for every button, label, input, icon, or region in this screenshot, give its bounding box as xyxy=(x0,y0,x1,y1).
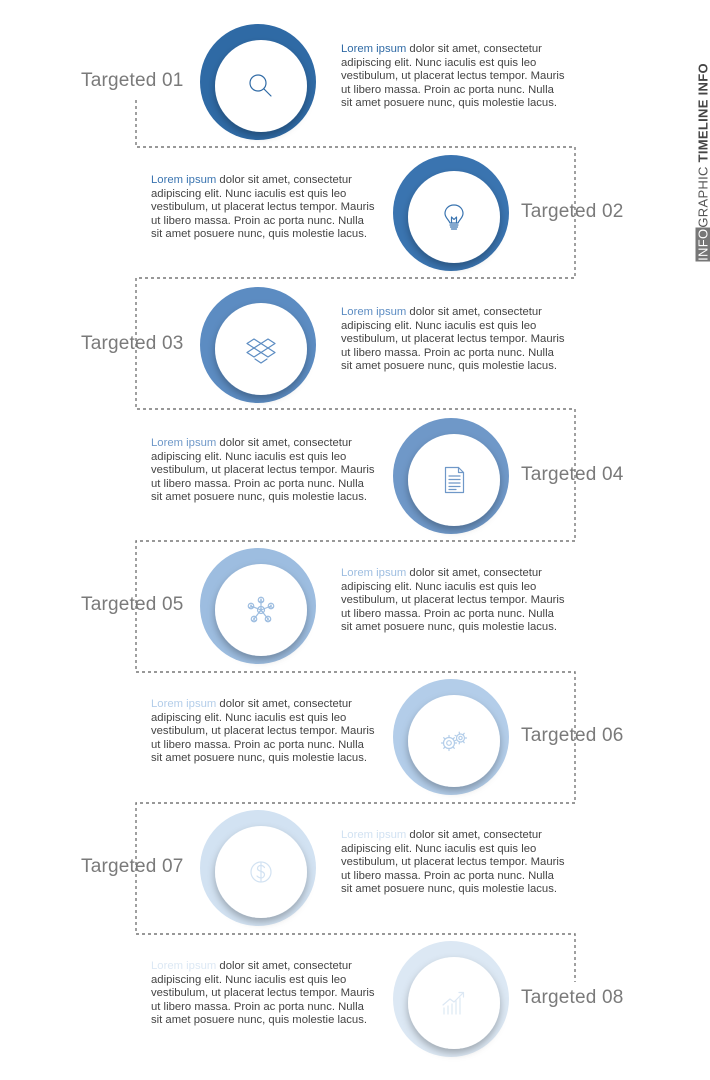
lorem-highlight: Lorem ipsum xyxy=(151,174,217,186)
side-title-prefix: INFO xyxy=(695,228,710,261)
step-3-label: Targeted 03 xyxy=(81,333,184,354)
side-title-middle: GRAPHIC xyxy=(695,162,710,228)
step-7-label: Targeted 07 xyxy=(81,856,184,877)
step-8-description xyxy=(151,960,376,1028)
lorem-body: dolor sit amet, consectetur adipiscing elit. Nunc iaculis est quis leo vestibulum, ut placerat lectus tempor. Mauris ut libero massa. Proin ac porta nunc. Nulla sit amet posuere nunc, quis molestie lacus. xyxy=(341,43,565,110)
step-1-label: Targeted 01 xyxy=(81,70,184,91)
side-title xyxy=(696,53,710,273)
step-7-circle xyxy=(200,810,316,926)
lorem-highlight: Lorem ipsum xyxy=(151,437,217,449)
lorem-body: dolor sit amet, consectetur adipiscing elit. Nunc iaculis est quis leo vestibulum, ut placerat lectus tempor. Mauris ut libero massa. Proin ac porta nunc. Nulla sit amet posuere nunc, quis molestie lacus. xyxy=(341,829,565,896)
step-6-circle xyxy=(393,679,509,795)
step-6-description xyxy=(151,698,376,766)
lorem-body: dolor sit amet, consectetur adipiscing elit. Nunc iaculis est quis leo vestibulum, ut placerat lectus tempor. Mauris ut libero massa. Proin ac porta nunc. Nulla sit amet posuere nunc, quis molestie lacus. xyxy=(151,174,375,241)
lorem-highlight: Lorem ipsum xyxy=(341,306,407,318)
lorem-body: dolor sit amet, consectetur adipiscing elit. Nunc iaculis est quis leo vestibulum, ut placerat lectus tempor. Mauris ut libero massa. Proin ac porta nunc. Nulla sit amet posuere nunc, quis molestie lacus. xyxy=(341,567,565,634)
step-5-label: Targeted 05 xyxy=(81,594,184,615)
lorem-highlight: Lorem ipsum xyxy=(341,567,407,579)
step-4-description xyxy=(151,437,376,505)
step-1-circle xyxy=(200,24,316,140)
step-2-circle xyxy=(393,155,509,271)
step-8-circle xyxy=(393,941,509,1057)
lorem-highlight: Lorem ipsum xyxy=(341,43,407,55)
lorem-body: dolor sit amet, consectetur adipiscing elit. Nunc iaculis est quis leo vestibulum, ut placerat lectus tempor. Mauris ut libero massa. Proin ac porta nunc. Nulla sit amet posuere nunc, quis molestie lacus. xyxy=(151,698,375,765)
step-5-circle xyxy=(200,548,316,664)
step-6-label: Targeted 06 xyxy=(521,725,624,746)
lorem-body: dolor sit amet, consectetur adipiscing elit. Nunc iaculis est quis leo vestibulum, ut placerat lectus tempor. Mauris ut libero massa. Proin ac porta nunc. Nulla sit amet posuere nunc, quis molestie lacus. xyxy=(151,960,375,1027)
side-title-bold: TIMELINE INFO xyxy=(695,63,710,163)
step-2-description xyxy=(151,174,376,242)
lorem-highlight: Lorem ipsum xyxy=(341,829,407,841)
step-4-label: Targeted 04 xyxy=(521,464,624,485)
lorem-highlight: Lorem ipsum xyxy=(151,698,217,710)
step-5-description xyxy=(341,567,566,635)
step-1-description xyxy=(341,43,566,111)
step-7-description xyxy=(341,829,566,897)
step-3-circle xyxy=(200,287,316,403)
step-8-label: Targeted 08 xyxy=(521,987,624,1008)
lorem-body: dolor sit amet, consectetur adipiscing elit. Nunc iaculis est quis leo vestibulum, ut placerat lectus tempor. Mauris ut libero massa. Proin ac porta nunc. Nulla sit amet posuere nunc, quis molestie lacus. xyxy=(341,306,565,373)
lorem-highlight: Lorem ipsum xyxy=(151,960,217,972)
step-4-circle xyxy=(393,418,509,534)
step-2-label: Targeted 02 xyxy=(521,201,624,222)
lorem-body: dolor sit amet, consectetur adipiscing elit. Nunc iaculis est quis leo vestibulum, ut placerat lectus tempor. Mauris ut libero massa. Proin ac porta nunc. Nulla sit amet posuere nunc, quis molestie lacus. xyxy=(151,437,375,504)
step-3-description xyxy=(341,306,566,374)
